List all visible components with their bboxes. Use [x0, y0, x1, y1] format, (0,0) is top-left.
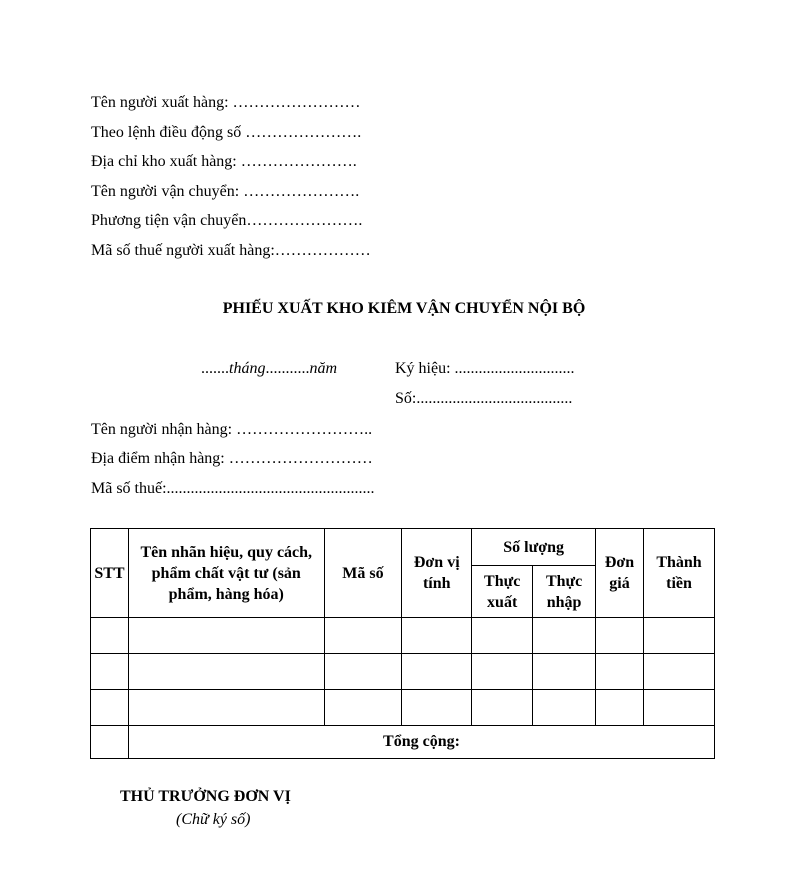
total-label: Tổng cộng:	[128, 726, 714, 759]
table-row	[91, 654, 715, 690]
header-item-name: Tên nhãn hiệu, quy cách, phẩm chất vật tư (sản phẩm, hàng hóa)	[128, 529, 324, 618]
signature-title: THỦ TRƯỞNG ĐƠN VỊ	[120, 788, 291, 805]
table-row	[91, 690, 715, 726]
receiver-tax-code-line: Mã số thuế:....................................................	[91, 480, 375, 497]
transfer-order-line: Theo lệnh điều động số ………………….	[91, 124, 362, 141]
header-unit-price: Đơn giá	[596, 529, 644, 618]
number-line: Số:.......................................	[395, 390, 573, 407]
header-qty-in: Thực nhập	[533, 566, 596, 618]
document-title: PHIẾU XUẤT KHO KIÊM VẬN CHUYỂN NỘI BỘ	[222, 300, 586, 317]
receiver-name-line: Tên người nhận hàng: ……………………..	[91, 421, 373, 438]
date-line	[201, 360, 337, 378]
issuer-name-line: Tên người xuất hàng: ……………………	[91, 94, 361, 111]
date-dots-2: ...........	[265, 360, 310, 377]
signature-note: (Chữ ký số)	[176, 811, 251, 828]
warehouse-address-line: Địa chỉ kho xuất hàng: ………………….	[91, 153, 357, 170]
receiving-location-line: Địa điểm nhận hàng: ………………………	[91, 450, 373, 467]
header-qty-out: Thực xuất	[472, 566, 533, 618]
issuer-tax-code-line: Mã số thuế người xuất hàng:………………	[91, 242, 371, 259]
header-quantity: Số lượng	[472, 529, 596, 566]
total-row	[91, 726, 715, 759]
date-dots-1: .......	[201, 360, 229, 377]
header-stt: STT	[91, 529, 129, 618]
symbol-line: Ký hiệu: ..............................	[395, 360, 575, 377]
transporter-name-line: Tên người vận chuyển: ………………….	[91, 183, 360, 200]
vehicle-line: Phương tiện vận chuyển………………….	[91, 212, 363, 229]
header-code: Mã số	[324, 529, 402, 618]
header-unit: Đơn vị tính	[402, 529, 472, 618]
date-month: tháng	[229, 360, 266, 377]
table-row	[91, 618, 715, 654]
date-year: năm	[309, 360, 338, 377]
header-amount: Thành tiền	[644, 529, 715, 618]
goods-table	[90, 528, 715, 759]
